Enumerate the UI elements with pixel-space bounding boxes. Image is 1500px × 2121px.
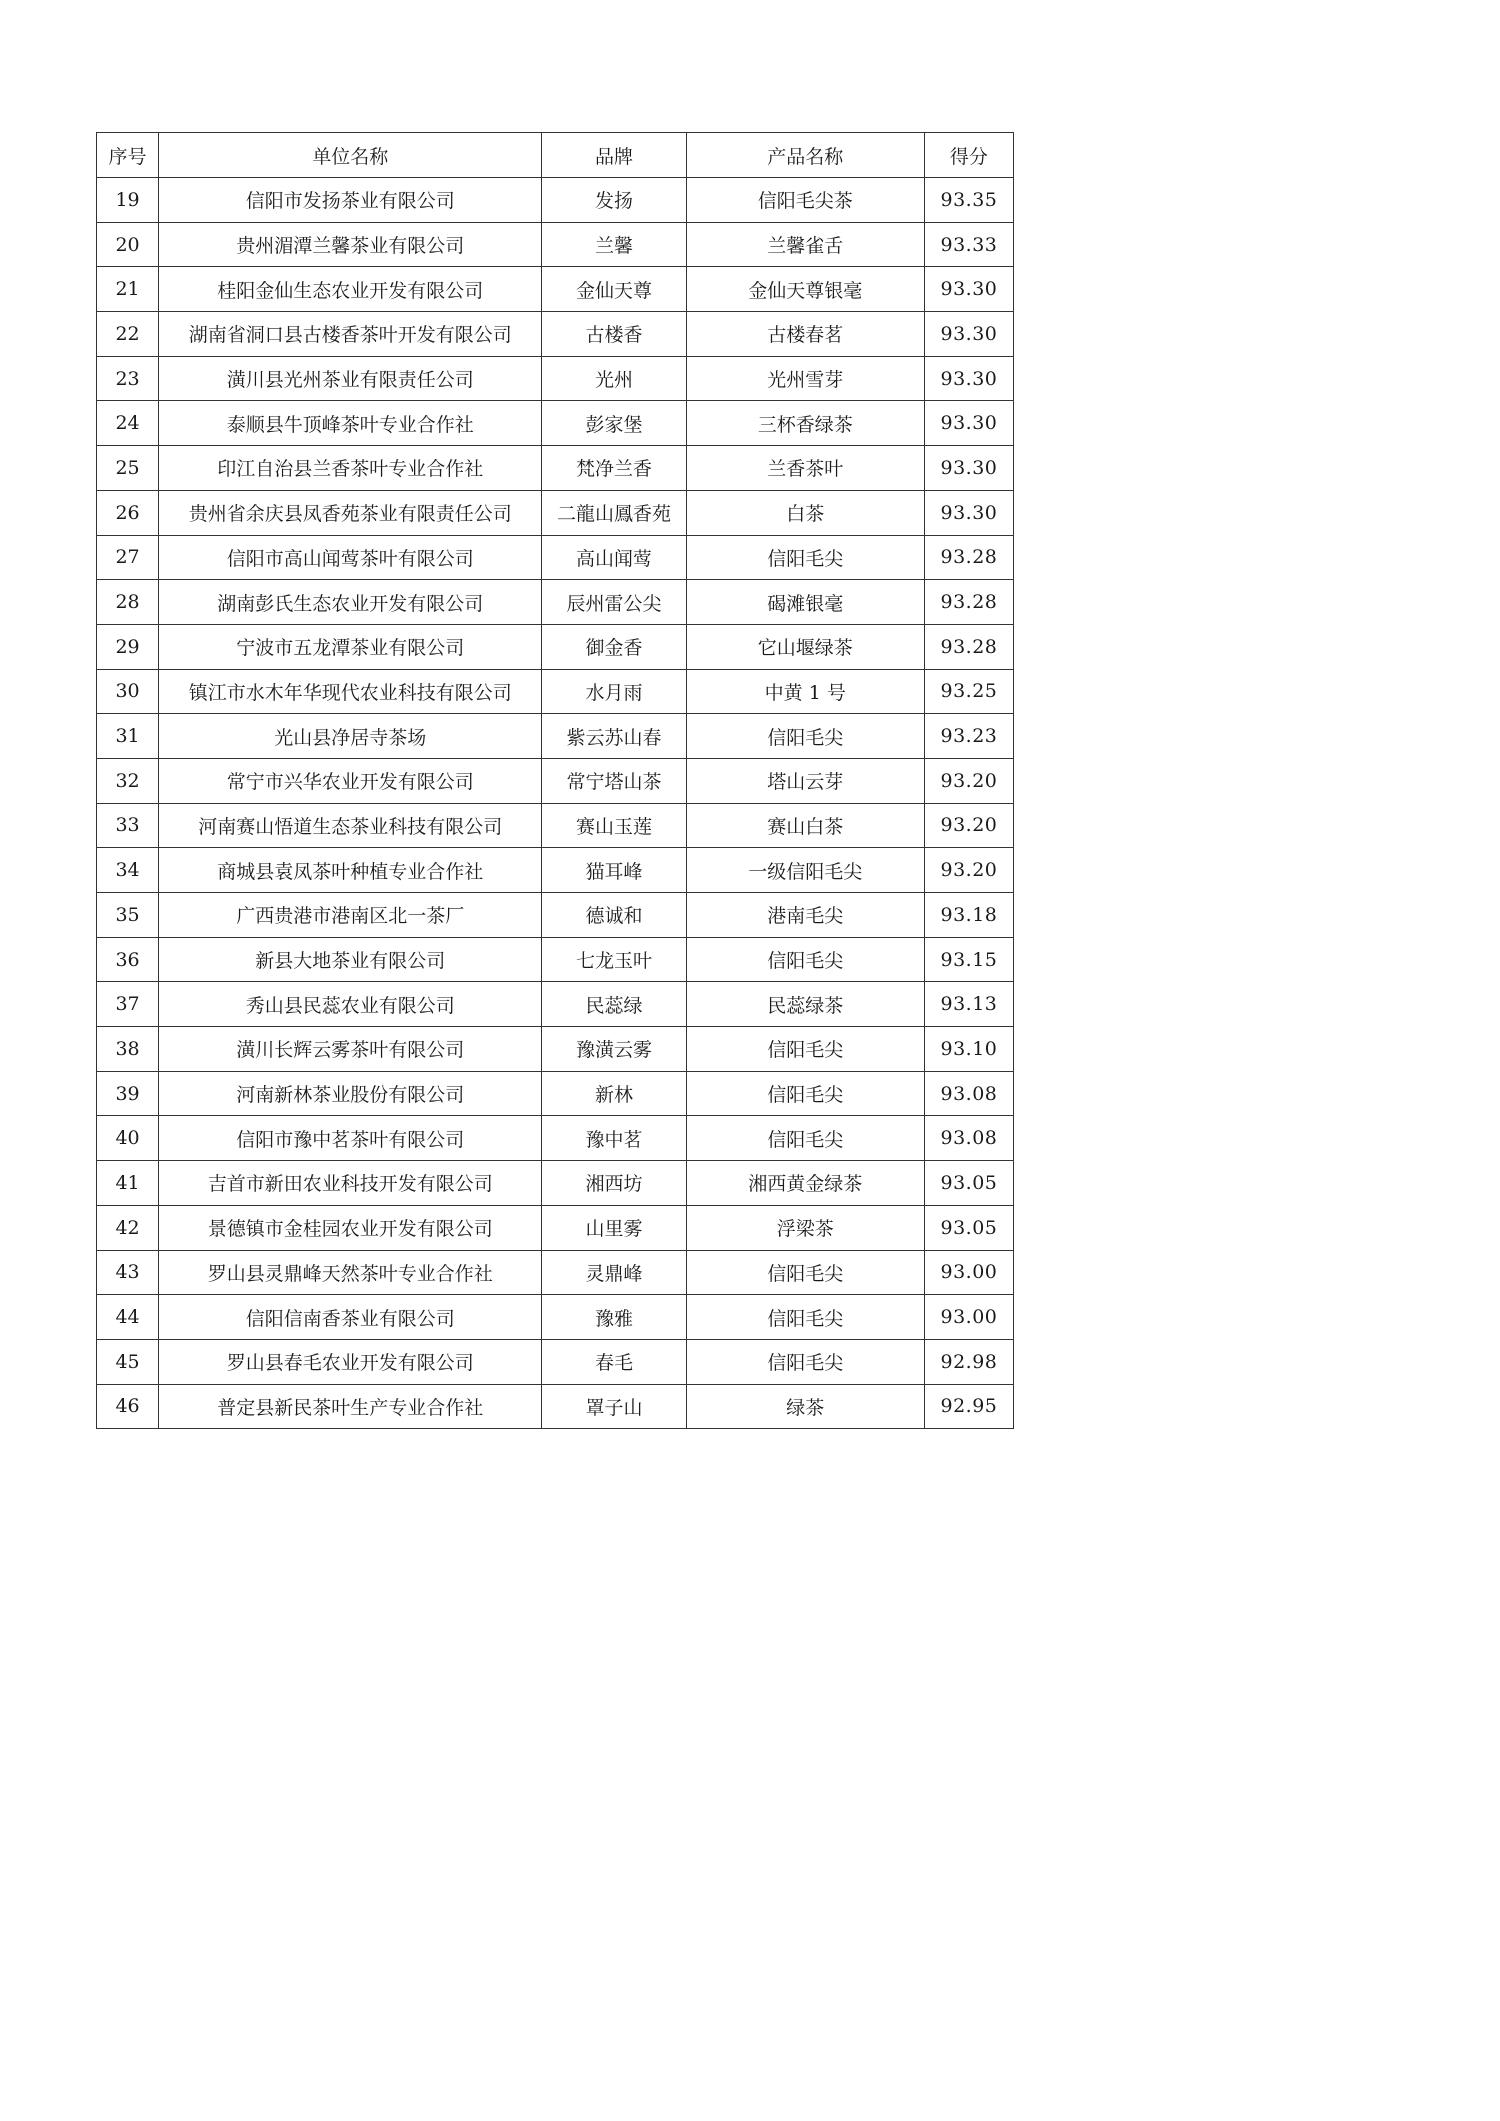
table-row	[97, 446, 1014, 491]
cell-product: 信阳毛尖	[686, 1116, 924, 1161]
table-row	[97, 893, 1014, 938]
cell-score: 93.30	[924, 446, 1013, 491]
cell-index: 42	[97, 1205, 159, 1250]
cell-index: 46	[97, 1384, 159, 1429]
cell-product: 白茶	[686, 490, 924, 535]
cell-brand: 古楼香	[542, 312, 686, 357]
cell-company: 普定县新民茶叶生产专业合作社	[159, 1384, 542, 1429]
cell-score: 92.95	[924, 1384, 1013, 1429]
header-brand: 品牌	[542, 133, 686, 178]
cell-score: 93.28	[924, 535, 1013, 580]
cell-product: 塔山云芽	[686, 758, 924, 803]
cell-score: 93.10	[924, 1027, 1013, 1072]
cell-company: 潢川县光州茶业有限责任公司	[159, 356, 542, 401]
cell-index: 25	[97, 446, 159, 491]
table-row	[97, 1205, 1014, 1250]
cell-index: 36	[97, 937, 159, 982]
cell-brand: 御金香	[542, 624, 686, 669]
cell-brand: 紫云苏山春	[542, 714, 686, 759]
cell-index: 27	[97, 535, 159, 580]
table-row	[97, 267, 1014, 312]
cell-product: 港南毛尖	[686, 893, 924, 938]
cell-product: 湘西黄金绿茶	[686, 1161, 924, 1206]
table-row	[97, 490, 1014, 535]
cell-product: 兰香茶叶	[686, 446, 924, 491]
cell-company: 河南赛山悟道生态茶业科技有限公司	[159, 803, 542, 848]
cell-index: 44	[97, 1295, 159, 1340]
cell-company: 广西贵港市港南区北一茶厂	[159, 893, 542, 938]
cell-company: 吉首市新田农业科技开发有限公司	[159, 1161, 542, 1206]
cell-brand: 灵鼎峰	[542, 1250, 686, 1295]
cell-company: 光山县净居寺茶场	[159, 714, 542, 759]
table-row	[97, 669, 1014, 714]
table-row	[97, 312, 1014, 357]
cell-product: 信阳毛尖	[686, 1071, 924, 1116]
cell-company: 信阳市高山闻莺茶叶有限公司	[159, 535, 542, 580]
cell-company: 秀山县民蕊农业有限公司	[159, 982, 542, 1027]
cell-score: 93.08	[924, 1071, 1013, 1116]
cell-brand: 兰馨	[542, 222, 686, 267]
cell-company: 景德镇市金桂园农业开发有限公司	[159, 1205, 542, 1250]
table-row	[97, 1071, 1014, 1116]
cell-score: 93.30	[924, 312, 1013, 357]
cell-brand: 彭家堡	[542, 401, 686, 446]
cell-company: 常宁市兴华农业开发有限公司	[159, 758, 542, 803]
cell-score: 93.00	[924, 1250, 1013, 1295]
cell-company: 泰顺县牛顶峰茶叶专业合作社	[159, 401, 542, 446]
cell-score: 93.20	[924, 848, 1013, 893]
cell-company: 罗山县灵鼎峰天然茶叶专业合作社	[159, 1250, 542, 1295]
cell-product: 信阳毛尖茶	[686, 178, 924, 223]
table-row	[97, 580, 1014, 625]
cell-company: 镇江市水木年华现代农业科技有限公司	[159, 669, 542, 714]
tea-ranking-table	[96, 132, 1014, 1429]
header-index: 序号	[97, 133, 159, 178]
cell-index: 33	[97, 803, 159, 848]
cell-brand: 山里雾	[542, 1205, 686, 1250]
cell-product: 古楼春茗	[686, 312, 924, 357]
cell-brand: 光州	[542, 356, 686, 401]
cell-index: 19	[97, 178, 159, 223]
cell-product: 碣滩银毫	[686, 580, 924, 625]
cell-index: 39	[97, 1071, 159, 1116]
cell-index: 37	[97, 982, 159, 1027]
cell-index: 21	[97, 267, 159, 312]
cell-score: 93.28	[924, 624, 1013, 669]
cell-company: 商城县袁凤茶叶种植专业合作社	[159, 848, 542, 893]
cell-index: 31	[97, 714, 159, 759]
table-header-row	[97, 133, 1014, 178]
cell-score: 93.30	[924, 490, 1013, 535]
cell-company: 罗山县春毛农业开发有限公司	[159, 1339, 542, 1384]
cell-index: 26	[97, 490, 159, 535]
cell-brand: 罩子山	[542, 1384, 686, 1429]
cell-brand: 猫耳峰	[542, 848, 686, 893]
cell-company: 新县大地茶业有限公司	[159, 937, 542, 982]
cell-index: 41	[97, 1161, 159, 1206]
document-page	[96, 132, 1014, 1429]
cell-product: 它山堰绿茶	[686, 624, 924, 669]
cell-score: 93.35	[924, 178, 1013, 223]
cell-index: 32	[97, 758, 159, 803]
cell-company: 印江自治县兰香茶叶专业合作社	[159, 446, 542, 491]
cell-score: 93.05	[924, 1205, 1013, 1250]
table-row	[97, 848, 1014, 893]
cell-product: 一级信阳毛尖	[686, 848, 924, 893]
table-row	[97, 1339, 1014, 1384]
table-row	[97, 758, 1014, 803]
cell-score: 93.15	[924, 937, 1013, 982]
table-row	[97, 937, 1014, 982]
cell-score: 93.05	[924, 1161, 1013, 1206]
cell-score: 93.20	[924, 758, 1013, 803]
cell-brand: 春毛	[542, 1339, 686, 1384]
cell-company: 贵州湄潭兰馨茶业有限公司	[159, 222, 542, 267]
cell-score: 93.30	[924, 401, 1013, 446]
cell-product: 三杯香绿茶	[686, 401, 924, 446]
cell-company: 潢川长辉云雾茶叶有限公司	[159, 1027, 542, 1072]
table-row	[97, 356, 1014, 401]
cell-product: 光州雪芽	[686, 356, 924, 401]
cell-product: 信阳毛尖	[686, 1250, 924, 1295]
cell-index: 40	[97, 1116, 159, 1161]
cell-product: 中黄 1 号	[686, 669, 924, 714]
cell-product: 信阳毛尖	[686, 1339, 924, 1384]
cell-index: 38	[97, 1027, 159, 1072]
cell-company: 信阳市发扬茶业有限公司	[159, 178, 542, 223]
cell-score: 93.25	[924, 669, 1013, 714]
cell-score: 93.33	[924, 222, 1013, 267]
cell-company: 河南新林茶业股份有限公司	[159, 1071, 542, 1116]
cell-product: 绿茶	[686, 1384, 924, 1429]
table-row	[97, 714, 1014, 759]
cell-product: 兰馨雀舌	[686, 222, 924, 267]
cell-score: 92.98	[924, 1339, 1013, 1384]
cell-index: 35	[97, 893, 159, 938]
cell-index: 20	[97, 222, 159, 267]
cell-product: 金仙天尊银毫	[686, 267, 924, 312]
cell-score: 93.23	[924, 714, 1013, 759]
cell-brand: 豫潢云雾	[542, 1027, 686, 1072]
table-row	[97, 1161, 1014, 1206]
table-row	[97, 1250, 1014, 1295]
cell-company: 湖南彭氏生态农业开发有限公司	[159, 580, 542, 625]
table-row	[97, 803, 1014, 848]
header-score: 得分	[924, 133, 1013, 178]
table-row	[97, 1116, 1014, 1161]
cell-brand: 赛山玉莲	[542, 803, 686, 848]
cell-score: 93.08	[924, 1116, 1013, 1161]
cell-company: 贵州省余庆县凤香苑茶业有限责任公司	[159, 490, 542, 535]
cell-product: 信阳毛尖	[686, 1295, 924, 1340]
cell-index: 30	[97, 669, 159, 714]
cell-index: 22	[97, 312, 159, 357]
cell-brand: 梵净兰香	[542, 446, 686, 491]
table-body	[97, 178, 1014, 1429]
cell-brand: 德诚和	[542, 893, 686, 938]
cell-brand: 发扬	[542, 178, 686, 223]
cell-brand: 高山闻莺	[542, 535, 686, 580]
cell-company: 桂阳金仙生态农业开发有限公司	[159, 267, 542, 312]
cell-brand: 二龍山鳳香苑	[542, 490, 686, 535]
table-row	[97, 1384, 1014, 1429]
cell-product: 信阳毛尖	[686, 1027, 924, 1072]
header-company: 单位名称	[159, 133, 542, 178]
cell-score: 93.30	[924, 267, 1013, 312]
cell-product: 信阳毛尖	[686, 714, 924, 759]
cell-score: 93.30	[924, 356, 1013, 401]
cell-score: 93.18	[924, 893, 1013, 938]
cell-brand: 常宁塔山茶	[542, 758, 686, 803]
cell-brand: 湘西坊	[542, 1161, 686, 1206]
cell-score: 93.00	[924, 1295, 1013, 1340]
cell-score: 93.13	[924, 982, 1013, 1027]
table-row	[97, 1027, 1014, 1072]
cell-product: 信阳毛尖	[686, 937, 924, 982]
cell-brand: 辰州雷公尖	[542, 580, 686, 625]
cell-brand: 水月雨	[542, 669, 686, 714]
cell-brand: 新林	[542, 1071, 686, 1116]
cell-index: 29	[97, 624, 159, 669]
cell-index: 43	[97, 1250, 159, 1295]
cell-brand: 金仙天尊	[542, 267, 686, 312]
table-row	[97, 535, 1014, 580]
cell-company: 湖南省洞口县古楼香茶叶开发有限公司	[159, 312, 542, 357]
cell-product: 信阳毛尖	[686, 535, 924, 580]
cell-brand: 民蕊绿	[542, 982, 686, 1027]
cell-brand: 七龙玉叶	[542, 937, 686, 982]
table-row	[97, 624, 1014, 669]
cell-index: 28	[97, 580, 159, 625]
cell-score: 93.20	[924, 803, 1013, 848]
header-product: 产品名称	[686, 133, 924, 178]
cell-product: 浮梁茶	[686, 1205, 924, 1250]
table-row	[97, 1295, 1014, 1340]
cell-product: 民蕊绿茶	[686, 982, 924, 1027]
cell-company: 信阳信南香茶业有限公司	[159, 1295, 542, 1340]
table-row	[97, 222, 1014, 267]
cell-product: 赛山白茶	[686, 803, 924, 848]
cell-index: 24	[97, 401, 159, 446]
cell-score: 93.28	[924, 580, 1013, 625]
table-row	[97, 178, 1014, 223]
cell-brand: 豫雅	[542, 1295, 686, 1340]
table-row	[97, 401, 1014, 446]
table-row	[97, 982, 1014, 1027]
cell-index: 45	[97, 1339, 159, 1384]
cell-index: 23	[97, 356, 159, 401]
cell-index: 34	[97, 848, 159, 893]
cell-company: 信阳市豫中茗茶叶有限公司	[159, 1116, 542, 1161]
cell-company: 宁波市五龙潭茶业有限公司	[159, 624, 542, 669]
cell-brand: 豫中茗	[542, 1116, 686, 1161]
